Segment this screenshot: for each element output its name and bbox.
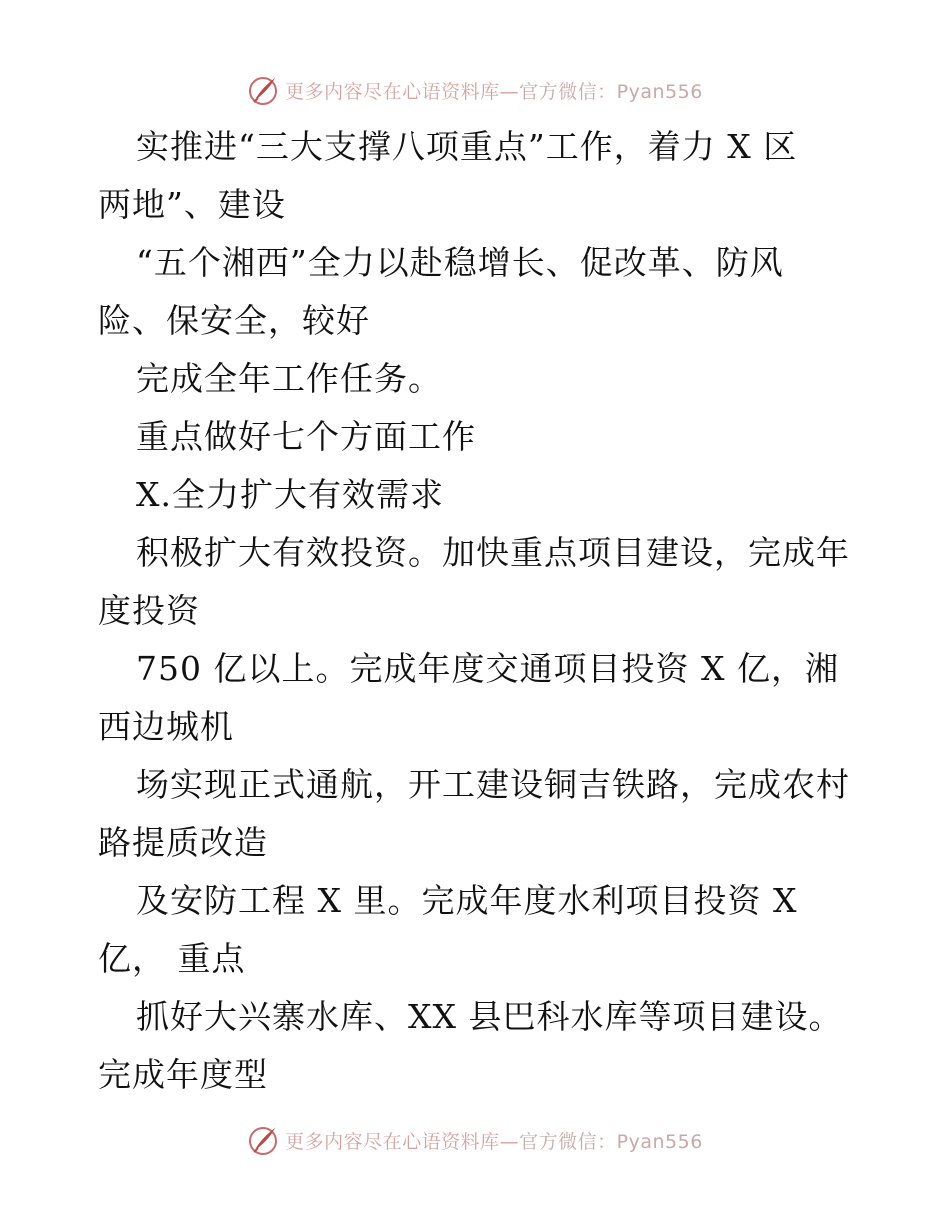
paragraph-line: 险、保安全，较好 bbox=[98, 301, 370, 340]
paragraph-line: 度投资 bbox=[98, 591, 200, 630]
paragraph-line: 实推进“三大支撑八项重点”工作，着力 X 区 bbox=[136, 127, 798, 166]
watermark-banner-top bbox=[0, 70, 950, 110]
section-heading: X.全力扩大有效需求 bbox=[136, 475, 444, 514]
quill-pen-logo-icon bbox=[247, 74, 279, 106]
paragraph-line: 及安防工程 X 里。完成年度水利项目投资 X bbox=[136, 881, 798, 920]
paragraph-line: 西边城机 bbox=[98, 707, 234, 746]
paragraph-line: 完成年度型 bbox=[98, 1055, 268, 1094]
watermark-text: 更多内容尽在心语资料库—官方微信：Pyan556 bbox=[285, 80, 703, 103]
document-body bbox=[98, 118, 858, 1104]
watermark-banner-bottom bbox=[0, 1120, 950, 1160]
paragraph-line: 路提质改造 bbox=[98, 823, 268, 862]
paragraph-line: 两地”、建设 bbox=[98, 185, 286, 224]
paragraph-line: 场实现正式通航，开工建设铜吉铁路，完成农村 bbox=[136, 765, 850, 804]
paragraph-line: 完成全年工作任务。 bbox=[136, 359, 442, 398]
paragraph-line: “五个湘西”全力以赴稳增长、促改革、防风 bbox=[136, 243, 784, 282]
quill-pen-logo-icon bbox=[247, 1124, 279, 1156]
paragraph-line: 积极扩大有效投资。加快重点项目建设，完成年 bbox=[136, 533, 850, 572]
watermark-text: 更多内容尽在心语资料库—官方微信：Pyan556 bbox=[285, 1130, 703, 1153]
paragraph-line: 750 亿以上。完成年度交通项目投资 X 亿，湘 bbox=[136, 649, 839, 688]
paragraph-line: 重点做好七个方面工作 bbox=[136, 417, 476, 456]
paragraph-line: 抓好大兴寨水库、XX 县巴科水库等项目建设。 bbox=[136, 997, 843, 1036]
paragraph-line: 亿， 重点 bbox=[98, 939, 246, 978]
